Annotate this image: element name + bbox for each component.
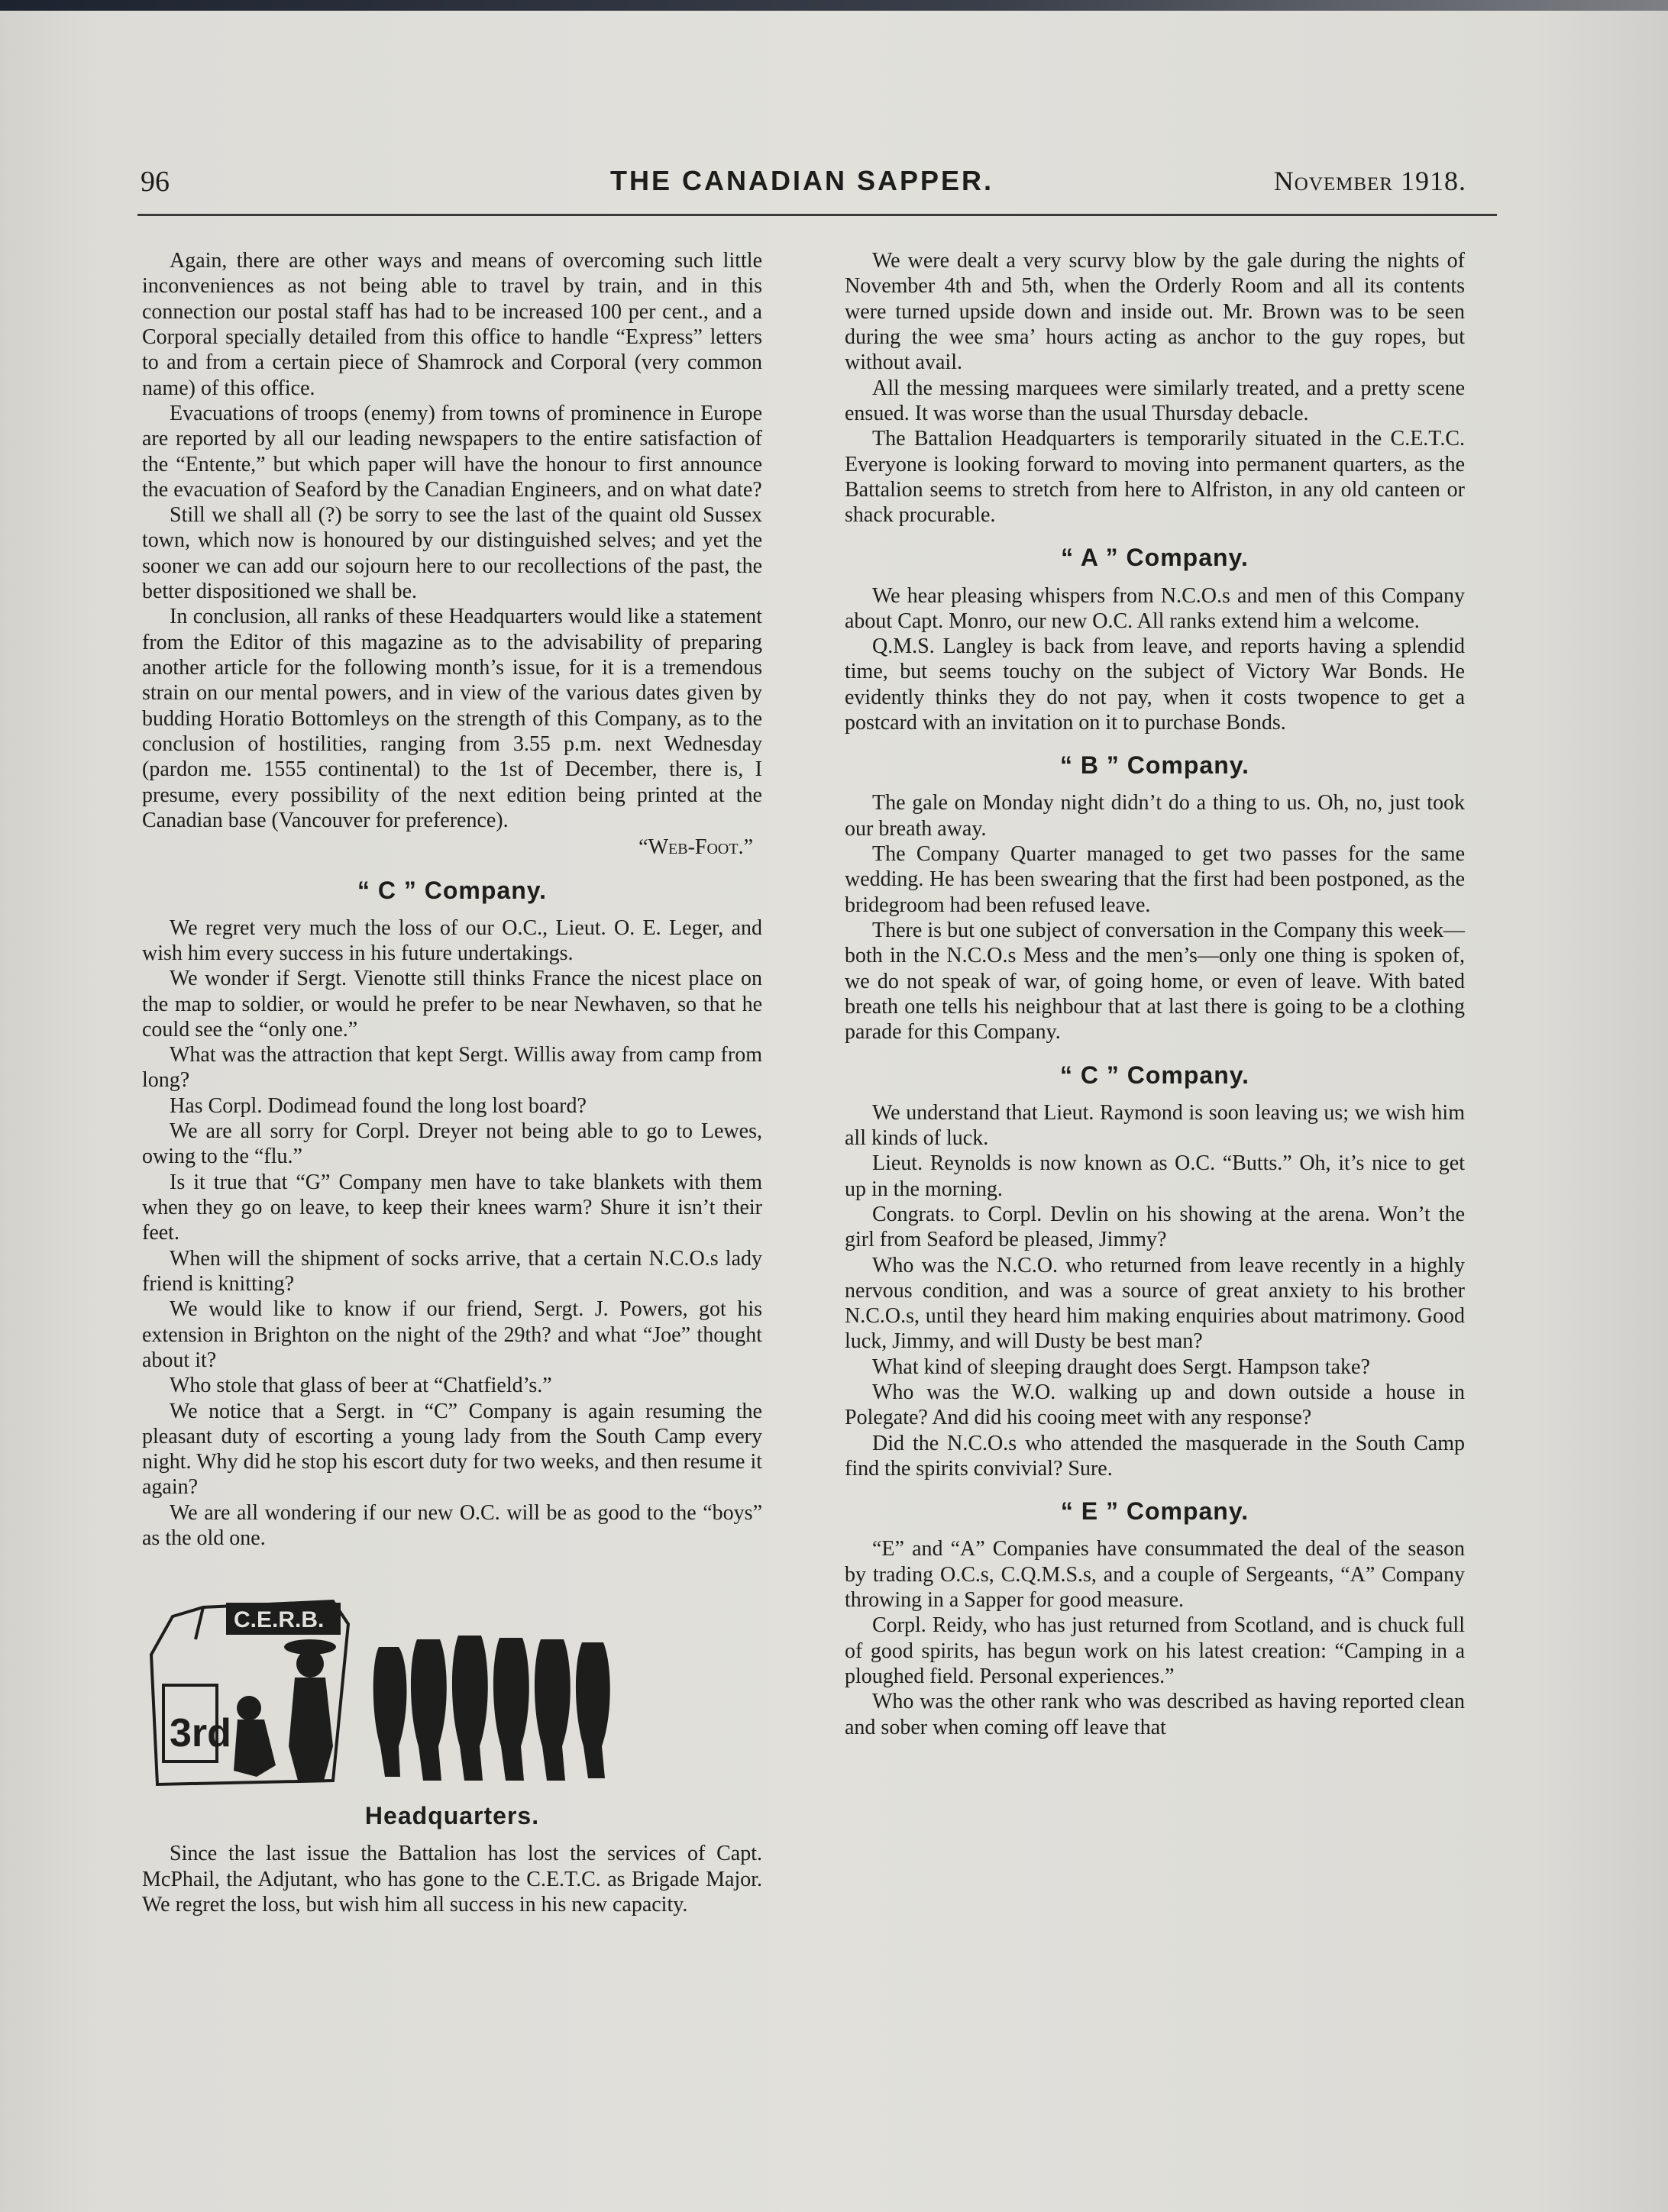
header-rule: [137, 214, 1497, 216]
paragraph: When will the shipment of socks arrive, that a certain N.C.O.s lady friend is knitting?: [142, 1246, 762, 1296]
right-column: [845, 248, 1465, 1740]
author-signature: “Web-Foot.”: [638, 835, 753, 860]
cartoon-box-text: 3rd: [170, 1711, 231, 1756]
section-a-company: [845, 583, 1465, 736]
article-continuation: [142, 248, 762, 861]
paragraph: The Company Quarter managed to get two passes for the same wedding. He has been swearing that the first had been postponed, as the bridegroom had been refused leave.: [845, 842, 1465, 917]
paragraph: Evacuations of troops (enemy) from towns of prominence in Europe are reported by all our leading newspapers to the entire satisfaction of the “Entente,” but which paper will have the honour to first announce the evacuation of Seaford by the Canadian Engineers, and on what date?: [142, 401, 762, 502]
section-c-company-right: [845, 1100, 1465, 1482]
paragraph: We regret very much the loss of our O.C., Lieut. O. E. Leger, and wish him every success in his future undertakings.: [142, 915, 762, 965]
paragraph: Who was the N.C.O. who returned from leave recently in a highly nervous condition, and was a source of great anxiety to his brother N.C.O.s, until they heard him making enquiries about matrimony. Good luck, Jimmy, and will Dusty be best man?: [845, 1253, 1465, 1354]
running-header: [137, 160, 1466, 214]
paragraph: Congrats. to Corpl. Devlin on his showing at the arena. Won’t the girl from Seaford be pleased, Jimmy?: [845, 1202, 1465, 1252]
paragraph: There is but one subject of conversation in the Company this week—both in the N.C.O.s Mess and the men’s—only one thing is spoken of, we do not speak of war, of going home, or even of leave. With bated breath one tells his neighbour that at last there is going to be a clothing parade for this Company.: [845, 919, 1465, 1045]
article-continuation: [845, 248, 1465, 528]
paragraph: We are all wondering if our new O.C. will be as good to the “boys” as the old one.: [142, 1500, 762, 1551]
paragraph: We are all sorry for Corpl. Dreyer not being able to go to Lewes, owing to the “flu.”: [142, 1119, 762, 1169]
paragraph: Who was the other rank who was described as having reported clean and sober when coming off leave that: [845, 1690, 1465, 1739]
section-c-company: [142, 915, 762, 1552]
paragraph: We were dealt a very scurvy blow by the gale during the nights of November 4th and 5th, when the Orderly Room and all its contents were turned upside down and inside out. Mr. Brown was to be seen during the wee sma’ hours acting as anchor to the guy ropes, but without avail.: [845, 249, 1465, 375]
paragraph: Lieut. Reynolds is now known as O.C. “Butts.” Oh, it’s nice to get up in the morning.: [845, 1151, 1465, 1201]
section-b-company: [845, 790, 1465, 1045]
cartoon-figures: [234, 1636, 610, 1781]
paragraph: Since the last issue the Battalion has lost the services of Capt. McPhail, the Adjutant, who has gone to the C.E.T.C. as Brigade Major. We regret the loss, but wish him all success in his new capacity.: [142, 1842, 762, 1917]
issue-date: November 1918.: [1273, 166, 1466, 196]
paragraph: We hear pleasing whispers from N.C.O.s and men of this Company about Capt. Monro, our new O.C. All ranks extend him a welcome.: [845, 583, 1465, 633]
section-heading-a-company: “ A ” Company.: [1061, 544, 1249, 572]
paragraph: The Battalion Headquarters is temporarily situated in the C.E.T.C. Everyone is looking forward to moving into permanent quarters, as the Battalion seems to stretch from here to Alfriston, in any old canteen or shack procurable.: [845, 427, 1465, 528]
paragraph: Again, there are other ways and means of overcoming such little inconveniences as not being able to travel by train, and in this connection our postal staff has had to be increased 100 per cent., and a Corporal specially detailed from this office to handle “Express” letters to and from a certain piece of Shamrock and Corporal (very common name) of this office.: [142, 249, 762, 400]
paragraph: We notice that a Sergt. in “C” Company is again resuming the pleasant duty of escorting a young lady from the South Camp every night. Why did he stop his escort duty for two weeks, and then resume it again?: [142, 1399, 762, 1500]
section-e-company: [845, 1536, 1465, 1740]
paragraph: All the messing marquees were similarly treated, and a pretty scene ensued. It was worse than the usual Thursday debacle.: [845, 376, 1465, 425]
paragraph: What was the attraction that kept Sergt. Willis away from camp from long?: [142, 1043, 762, 1093]
paragraph: Still we shall all (?) be sorry to see the last of the quaint old Sussex town, which now is honoured by our distinguished selves; and yet the sooner we can add our sojourn here to our recollections of the past, the better dispositioned we shall be.: [142, 503, 762, 604]
paragraph: In conclusion, all ranks of these Headquarters would like a statement from the Editor of this magazine as to the advisability of preparing another article for the following month’s issue, for it is a tremendous strain on our mental powers, and in view of the various dates given by budding Horatio Bottomleys on the strength of this Company, as to the conclusion of hostilities, ranging from 3.55 p.m. next Wednesday (pardon me. 1555 continental) to the 1st of December, there is, I presume, every possibility of the next edition being printed at the Canadian base (Vancouver for preference).: [142, 605, 762, 832]
section-heading-e-company: “ E ” Company.: [1060, 1497, 1249, 1526]
paragraph: Q.M.S. Langley is back from leave, and reports having a splendid time, but seems touchy on the subject of Victory War Bonds. He evidently thinks they do not pay, when it costs twopence to get a postcard with an invitation on it to purchase Bonds.: [845, 635, 1465, 735]
section-heading-c-company-right: “ C ” Company.: [1059, 1061, 1250, 1089]
paragraph: We understand that Lieut. Raymond is soon leaving us; we wish him all kinds of luck.: [845, 1100, 1465, 1150]
paragraph: We would like to know if our friend, Sergt. J. Powers, got his extension in Brighton on the night of the 29th? and what “Joe” thought about it?: [142, 1297, 762, 1372]
paragraph: Who stole that glass of beer at “Chatfield’s.”: [170, 1374, 552, 1398]
cartoon-sign-text: C.E.R.B.: [234, 1607, 325, 1633]
paragraph: Who was the W.O. walking up and down outside a house in Polegate? And did his cooing meet with any response?: [845, 1380, 1465, 1430]
section-heading-b-company: “ B ” Company.: [1059, 751, 1250, 780]
page-top-edge: [0, 0, 1668, 11]
left-column: [142, 248, 762, 1917]
magazine-title: THE CANADIAN SAPPER.: [609, 165, 994, 196]
paragraph: “E” and “A” Companies have consummated the deal of the season by trading O.C.s, C.Q.M.S.s, and a couple of Sergeants, “A” Company throwing in a Sapper for good measure.: [845, 1537, 1465, 1613]
section-headquarters: [142, 1841, 762, 1917]
page-number: 96: [141, 166, 170, 198]
section-heading-headquarters: Headquarters.: [364, 1802, 540, 1830]
paragraph: We wonder if Sergt. Vienotte still thinks France the nicest place on the map to soldier, or would he prefer to be near Newhaven, so that he could see the “only one.”: [142, 967, 762, 1041]
section-heading-c-company: “ C ” Company.: [357, 876, 548, 904]
paragraph: Corpl. Reidy, who has just returned from Scotland, and is chuck full of good spirits, has begun work on his latest creation: “Camping in a ploughed field. Personal experiences.”: [845, 1613, 1465, 1688]
paragraph: What kind of sleeping draught does Sergt. Hampson take?: [872, 1355, 1370, 1379]
paragraph: The gale on Monday night didn’t do a thing to us. Oh, no, just took our breath away.: [845, 791, 1465, 841]
paragraph: Is it true that “G” Company men have to take blankets with them when they go on leave, to keep their knees warm? Shure it isn’t their feet.: [142, 1170, 762, 1245]
headquarters-cartoon: [142, 1594, 762, 1792]
paragraph: Has Corpl. Dodimead found the long lost board?: [170, 1093, 587, 1118]
paragraph: Did the N.C.O.s who attended the masquerade in the South Camp find the spirits convivial? Sure.: [845, 1431, 1465, 1481]
